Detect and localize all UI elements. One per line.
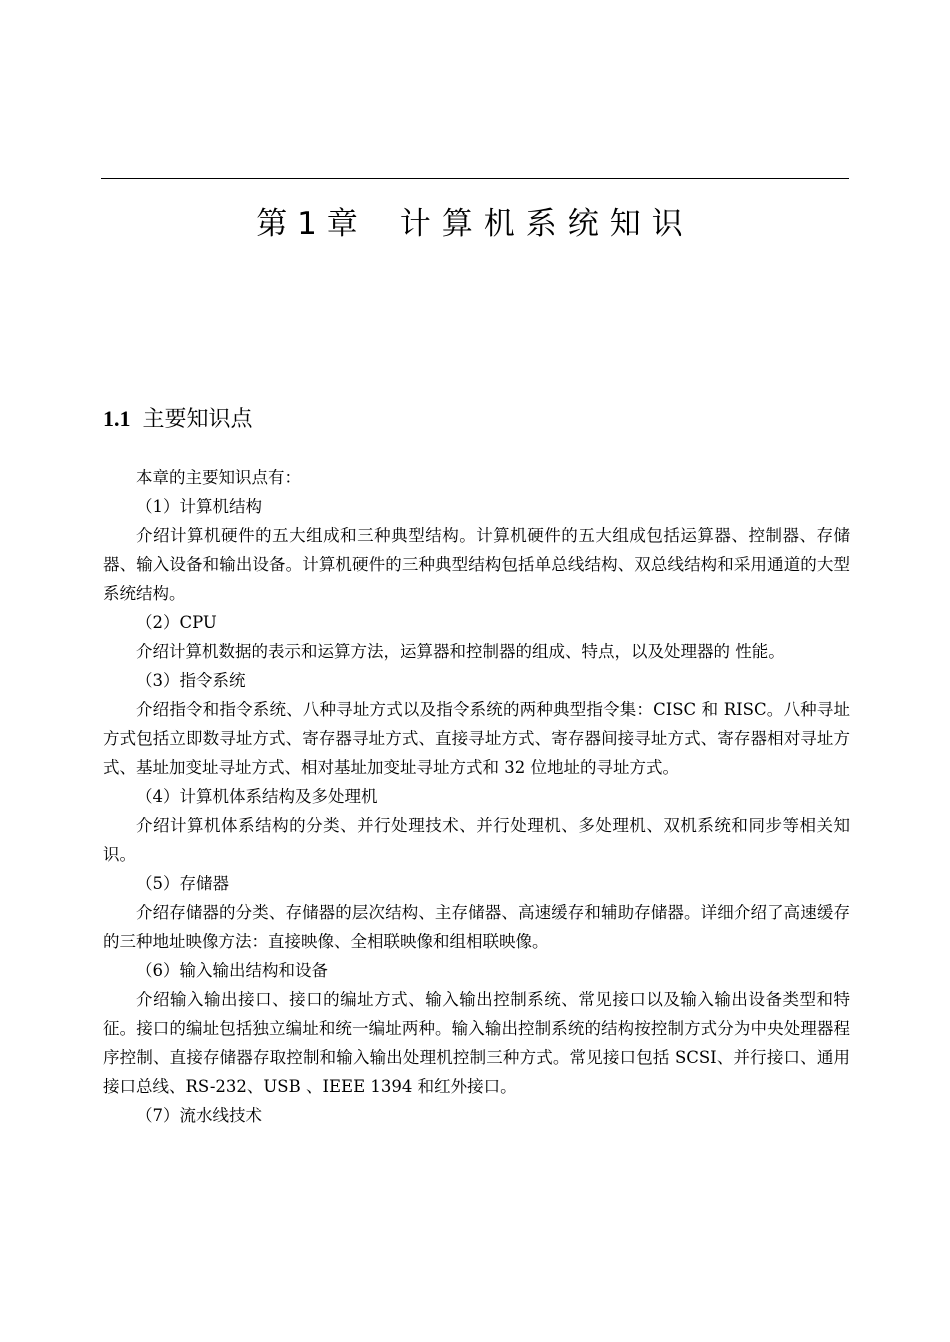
topic-heading-instruction-set: （3）指令系统 xyxy=(136,671,246,690)
paragraph-architecture: 介绍计算机体系结构的分类、并行处理技术、并行处理机、多处理机、双机系统和同步等相关知识。 xyxy=(103,816,850,864)
chapter-name: 计算机系统知识 xyxy=(399,206,694,242)
paragraph-instruction-set: 介绍指令和指令系统、八种寻址方式以及指令系统的两种典型指令集：CISC 和 RISC。八种寻址方式包括立即数寻址方式、寄存器寻址方式、直接寻址方式、寄存器间接寻址方式、寄存器相对寻址方式、基址加变址寻址方式、相对基址加变址寻址方式和 32 位地址的寻址方式。 xyxy=(103,700,850,777)
topic-heading-architecture: （4）计算机体系结构及多处理机 xyxy=(136,787,378,806)
topic-heading-memory: （5）存储器 xyxy=(136,874,229,893)
paragraph-memory: 介绍存储器的分类、存储器的层次结构、主存储器、高速缓存和辅助存储器。详细介绍了高速缓存的三种地址映像方法：直接映像、全相联映像和组相联映像。 xyxy=(103,903,850,951)
intro-paragraph: 本章的主要知识点有： xyxy=(136,468,301,487)
chapter-rule xyxy=(101,178,849,179)
chapter-title xyxy=(101,200,849,248)
section-title: 主要知识点 xyxy=(142,407,253,432)
chapter-number: 第 1 章 xyxy=(256,206,358,242)
topic-heading-computer-structure: （1）计算机结构 xyxy=(136,497,262,516)
topic-heading-cpu: （2）CPU xyxy=(136,613,217,632)
topic-heading-io: （6）输入输出结构和设备 xyxy=(136,961,328,980)
section-heading xyxy=(103,402,253,437)
paragraph-computer-structure: 介绍计算机硬件的五大组成和三种典型结构。计算机硬件的五大组成包括运算器、控制器、存储器、输入设备和输出设备。计算机硬件的三种典型结构包括单总线结构、双总线结构和采用通道的大型系统结构。 xyxy=(103,526,850,603)
paragraph-cpu: 介绍计算机数据的表示和运算方法，运算器和控制器的组成、特点，以及处理器的 性能。 xyxy=(136,642,785,661)
section-number: 1.1 xyxy=(103,406,131,431)
paragraph-io: 介绍输入输出接口、接口的编址方式、输入输出控制系统、常见接口以及输入输出设备类型和特征。接口的编址包括独立编址和统一编址两种。输入输出控制系统的结构按控制方式分为中央处理器程序控制、直接存储器存取控制和输入输出处理机控制三种方式。常见接口包括 SCSI、并行接口、通用接口总线、RS-232、USB 、IEEE 1394 和红外接口。 xyxy=(103,990,850,1096)
topic-heading-pipeline: （7）流水线技术 xyxy=(136,1106,262,1125)
body-text xyxy=(103,463,850,1130)
